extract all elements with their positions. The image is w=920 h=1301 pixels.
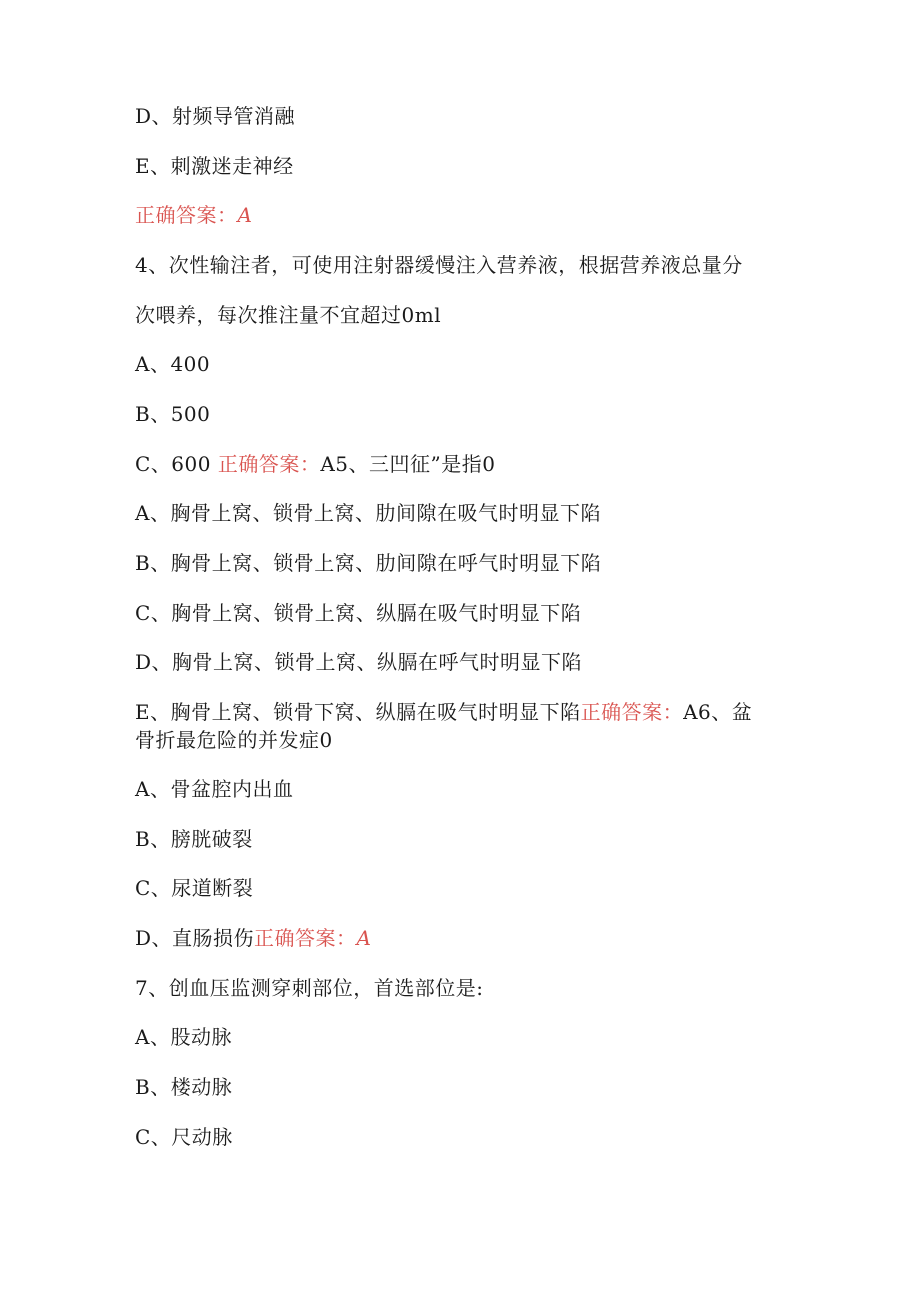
question-6-start: A6、盆 [683, 700, 753, 724]
question-4-line-1: 4、次性输注者，可使用注射器缓慢注入营养液，根据营养液总量分 [135, 253, 743, 277]
option-d-with-answer [135, 925, 795, 951]
answer-label: 正确答案： [135, 203, 238, 227]
option-b-500: B、500 [135, 402, 211, 426]
option-c-inspiration-mediastinum: C、胸骨上窝、锁骨上窝、纵膈在吸气时明显下陷 [135, 601, 582, 625]
option-a-400: A、400 [135, 352, 211, 376]
answer-label: 正确答案： [217, 452, 321, 476]
option-e-with-answer [135, 699, 795, 725]
option-e-text: E、胸骨上窝、锁骨下窝、纵膈在吸气时明显下陷 [135, 700, 581, 724]
option-c-text: C、600 [135, 452, 211, 476]
option-c-ulnar-artery: C、尺动脉 [135, 1125, 233, 1149]
option-b-artery: B、楼动脉 [135, 1075, 233, 1099]
option-d-text: D、直肠损伤 [135, 926, 255, 950]
question-5-start: A5、三凹征”是指0 [320, 452, 496, 476]
option-a-pelvic-bleeding: A、骨盆腔内出血 [135, 777, 294, 801]
answer-line-q3 [135, 202, 795, 228]
option-c-600-with-answer [135, 451, 795, 477]
question-6-continued: 骨折最危险的并发症0 [135, 728, 333, 752]
option-a-inspiration-intercostal: A、胸骨上窝、锁骨上窝、肋间隙在吸气时明显下陷 [135, 501, 601, 525]
option-c-urethra-rupture: C、尿道断裂 [135, 876, 254, 900]
option-b-expiration-intercostal: B、胸骨上窝、锁骨上窝、肋间隙在呼气时明显下陷 [135, 551, 602, 575]
option-d-expiration-mediastinum: D、胸骨上窝、锁骨上窝、纵膈在呼气时明显下陷 [135, 650, 583, 674]
option-d-rf-ablation: D、射频导管消融 [135, 104, 296, 128]
answer-value: A [237, 203, 253, 227]
question-7: 7、创血压监测穿刺部位，首选部位是: [135, 976, 484, 1000]
answer-value: A [356, 926, 372, 950]
option-b-bladder-rupture: B、膀胱破裂 [135, 827, 253, 851]
option-e-vagal-stimulation: E、刺激迷走神经 [135, 154, 294, 178]
question-4-line-2: 次喂养，每次推注量不宜超过0ml [135, 303, 442, 327]
answer-label: 正确答案： [580, 700, 684, 724]
answer-label: 正确答案： [254, 926, 357, 950]
option-a-femoral-artery: A、股动脉 [135, 1025, 232, 1049]
